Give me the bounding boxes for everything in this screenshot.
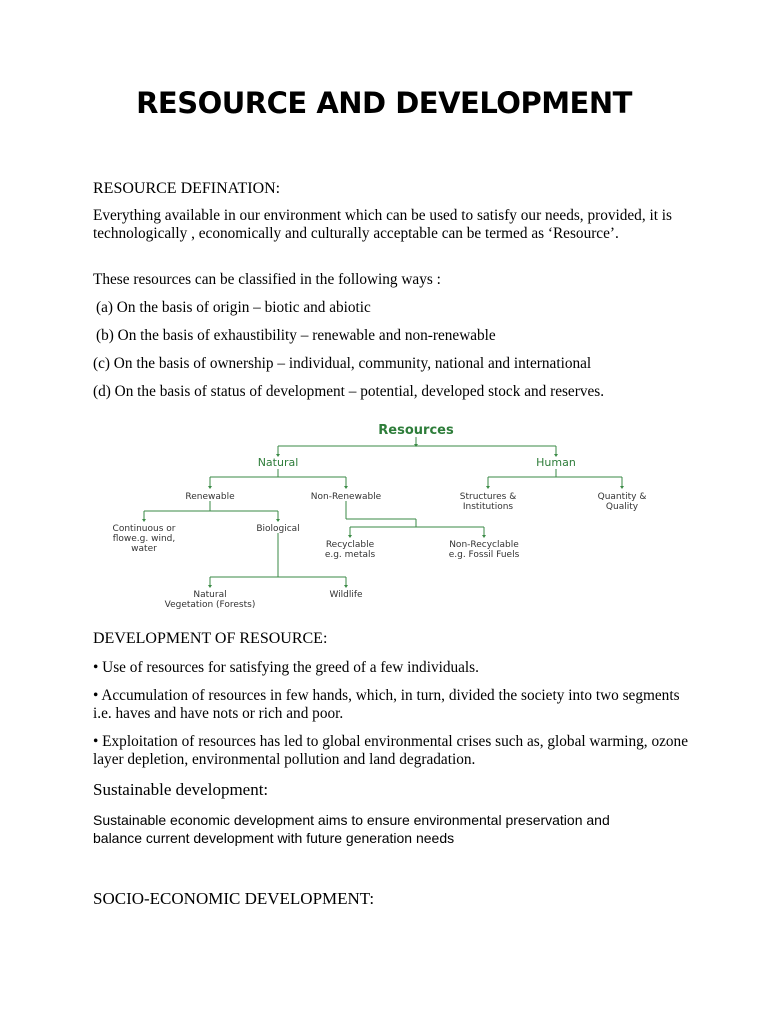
node-continuous-line1: Continuous or [112, 524, 176, 534]
node-non-renewable: Non-Renewable [310, 492, 382, 502]
node-biological: Biological [256, 524, 300, 534]
node-natural: Natural [257, 456, 299, 469]
node-resources: Resources [378, 423, 454, 438]
resource-definition-heading: RESOURCE DEFINATION: [93, 180, 281, 197]
development-bullet-1: • Use of resources for satisfying the greed of a few individuals. [93, 659, 479, 676]
resources-diagram [0, 415, 768, 615]
development-bullet-3: • Exploitation of resources has led to global environmental crises such as, global warming, ozone layer depletion, environmental pollution and land degradation. [93, 733, 688, 768]
node-recyclable-line1: Recyclable [325, 540, 375, 550]
classification-intro: These resources can be classified in the following ways : [93, 271, 441, 288]
arrowhead-icon [208, 486, 212, 489]
sustainable-body: Sustainable economic development aims to ensure environmental preservation and balance current development with future generation needs [93, 812, 610, 846]
resource-definition-body: Everything available in our environment which can be used to satisfy our needs, provided, it is technologically , economically and culturally acceptable can be termed as ‘Resource’. [93, 207, 673, 242]
arrowhead-icon [482, 535, 486, 538]
arrowhead-icon [344, 486, 348, 489]
node-recyclable-line2: e.g. metals [324, 550, 376, 560]
node-natural-veg-line2: Vegetation (Forests) [164, 600, 256, 610]
sustainable-heading: Sustainable development: [93, 780, 269, 799]
node-quantity-line1: Quantity & [597, 492, 647, 502]
node-human: Human [536, 456, 576, 469]
node-nonrecyclable-line1: Non-Recyclable [449, 540, 519, 550]
classification-item-a: (a) On the basis of origin – biotic and abiotic [96, 299, 371, 316]
classification-item-b: (b) On the basis of exhaustibility – renewable and non-renewable [96, 327, 496, 344]
arrowhead-icon [486, 486, 490, 489]
page-title: RESOURCE AND DEVELOPMENT [136, 86, 632, 120]
arrowhead-icon [142, 519, 146, 522]
classification-item-d: (d) On the basis of status of development – potential, developed stock and reserves. [93, 383, 605, 400]
node-structures-line2: Institutions [462, 502, 514, 512]
arrowhead-icon [348, 535, 352, 538]
node-continuous-line2: flowe.g. wind, [112, 534, 176, 544]
node-renewable: Renewable [185, 492, 235, 502]
node-quantity-line2: Quality [605, 502, 639, 512]
socio-economic-heading: SOCIO-ECONOMIC DEVELOPMENT: [93, 889, 375, 908]
arrowhead-icon [276, 519, 280, 522]
arrowhead-icon [620, 486, 624, 489]
development-bullet-2: • Accumulation of resources in few hands, which, in turn, divided the society into two segments i.e. haves and have nots or rich and poor. [93, 687, 680, 722]
node-continuous-line3: water [131, 544, 157, 554]
node-nonrecyclable-line2: e.g. Fossil Fuels [448, 550, 520, 560]
arrowhead-icon [344, 585, 348, 588]
development-heading: DEVELOPMENT OF RESOURCE: [93, 630, 328, 647]
node-wildlife: Wildlife [329, 590, 363, 600]
node-structures-line1: Structures & [459, 492, 517, 502]
node-natural-veg-line1: Natural [193, 590, 227, 600]
arrowhead-icon [208, 585, 212, 588]
classification-item-c: (c) On the basis of ownership – individual, community, national and international [93, 355, 592, 372]
